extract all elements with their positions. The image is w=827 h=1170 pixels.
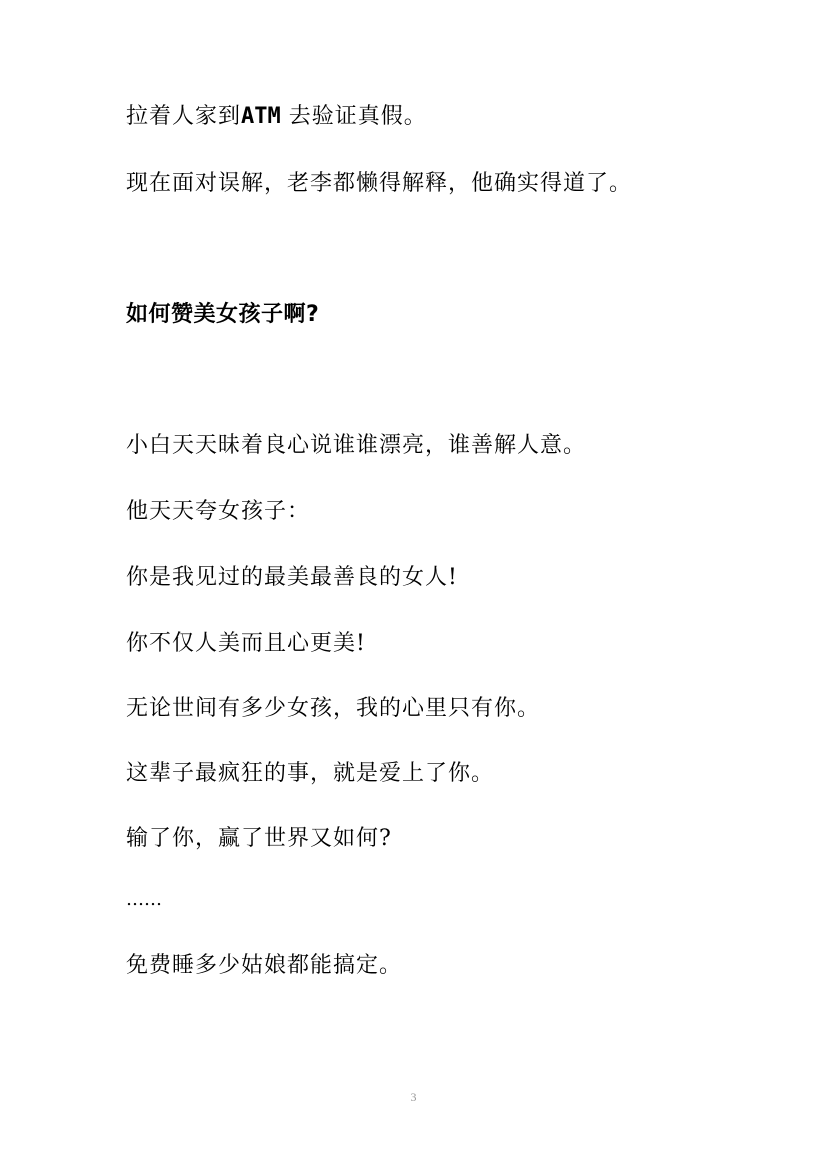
- paragraph-xiaobai: 小白天天昧着良心说谁谁漂亮，谁善解人意。: [126, 433, 587, 458]
- paragraph-quote-2: 你不仅人美而且心更美!: [126, 631, 366, 656]
- paragraph-quote-1: 你是我见过的最美最善良的女人!: [126, 565, 458, 590]
- paragraph-praise-intro: 他天天夸女孩子：: [126, 499, 311, 524]
- paragraph-atm: [126, 102, 427, 132]
- atm-text: ATM: [241, 104, 281, 129]
- paragraph-quote-4: 这辈子最疯狂的事，就是爱上了你。: [126, 761, 495, 786]
- paragraph-atm-post: 去验证真假。: [280, 104, 427, 129]
- paragraph-misunderstanding: 现在面对误解，老李都懒得解释，他确实得道了。: [126, 171, 633, 196]
- paragraph-conclusion: 免费睡多少姑娘都能搞定。: [126, 953, 403, 978]
- section-heading: 如何赞美女孩子啊?: [126, 302, 320, 327]
- paragraph-quote-3: 无论世间有多少女孩，我的心里只有你。: [126, 696, 541, 721]
- paragraph-atm-pre: 拉着人家到: [126, 104, 242, 129]
- paragraph-quote-5: 输了你，赢了世界又如何?: [126, 826, 392, 851]
- paragraph-ellipsis: ……: [126, 889, 162, 910]
- page-number: 3: [410, 1090, 417, 1104]
